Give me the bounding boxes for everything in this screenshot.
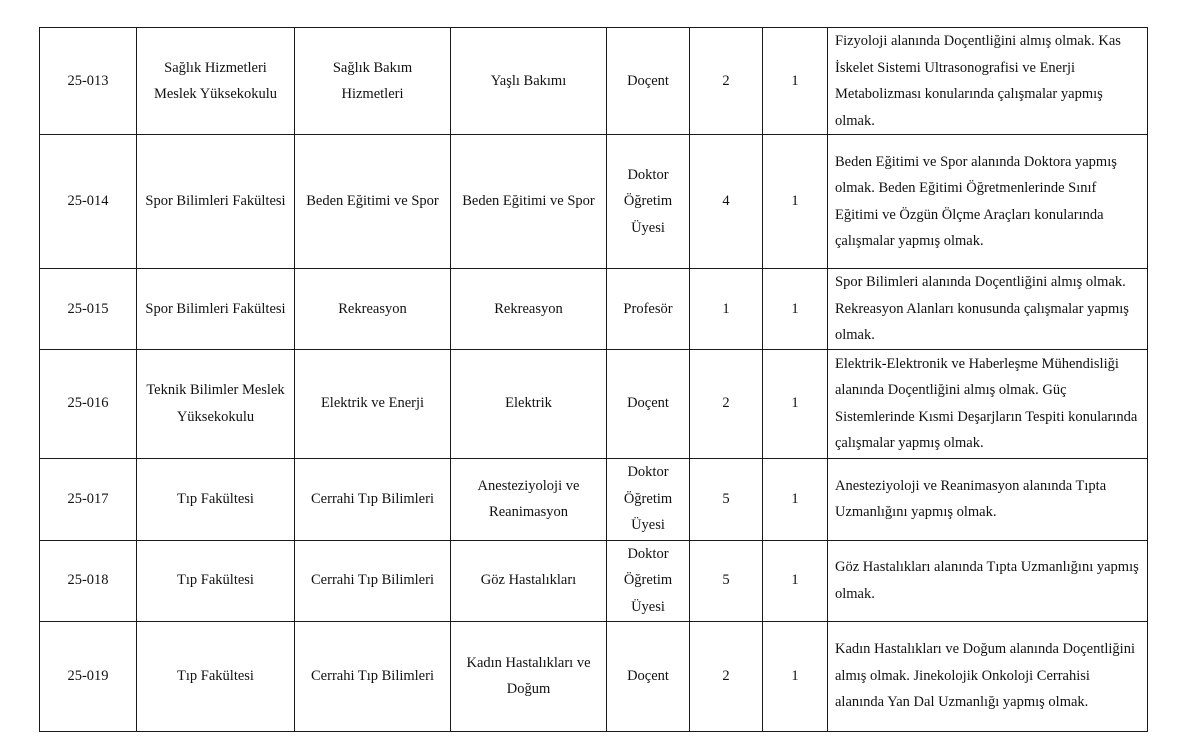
position-count: 1 xyxy=(763,269,828,350)
requirement-text: Fizyoloji alanında Doçentliğini almış olmak. Kas İskelet Sistemi Ultrasonografisi ve Enerji Metabolizması konularında çalışmalar yapmış olmak. xyxy=(828,28,1148,135)
position-code: 25-014 xyxy=(40,135,137,269)
academic-title: Doktor Öğretim Üyesi xyxy=(607,458,690,540)
department-name: Cerrahi Tıp Bilimleri xyxy=(295,540,451,621)
requirement-text: Spor Bilimleri alanında Doçentliğini almış olmak. Rekreasyon Alanları konusunda çalışmalar yapmış olmak. xyxy=(828,269,1148,350)
department-name: Cerrahi Tıp Bilimleri xyxy=(295,458,451,540)
program-name: Göz Hastalıkları xyxy=(451,540,607,621)
requirement-text: Kadın Hastalıkları ve Doğum alanında Doçentliğini almış olmak. Jinekolojik Onkoloji Cerrahisi alanında Yan Dal Uzmanlığı yapmış olmak. xyxy=(828,621,1148,731)
program-name: Anesteziyoloji ve Reanimasyon xyxy=(451,458,607,540)
academic-title: Doktor Öğretim Üyesi xyxy=(607,540,690,621)
program-name: Yaşlı Bakımı xyxy=(451,28,607,135)
department-name: Elektrik ve Enerji xyxy=(295,349,451,458)
position-code: 25-013 xyxy=(40,28,137,135)
position-count: 1 xyxy=(763,349,828,458)
academic-title: Doktor Öğretim Üyesi xyxy=(607,135,690,269)
program-name: Beden Eğitimi ve Spor xyxy=(451,135,607,269)
table-row xyxy=(40,458,1148,540)
academic-title: Doçent xyxy=(607,28,690,135)
unit-name: Tıp Fakültesi xyxy=(137,540,295,621)
table-row xyxy=(40,540,1148,621)
department-name: Cerrahi Tıp Bilimleri xyxy=(295,621,451,731)
unit-name: Sağlık Hizmetleri Meslek Yüksekokulu xyxy=(137,28,295,135)
rank-level: 2 xyxy=(690,349,763,458)
table-row xyxy=(40,349,1148,458)
academic-title: Doçent xyxy=(607,621,690,731)
rank-level: 5 xyxy=(690,458,763,540)
position-code: 25-015 xyxy=(40,269,137,350)
department-name: Beden Eğitimi ve Spor xyxy=(295,135,451,269)
program-name: Elektrik xyxy=(451,349,607,458)
academic-positions-table xyxy=(39,27,1148,732)
position-count: 1 xyxy=(763,135,828,269)
unit-name: Tıp Fakültesi xyxy=(137,621,295,731)
academic-title: Doçent xyxy=(607,349,690,458)
position-count: 1 xyxy=(763,540,828,621)
unit-name: Tıp Fakültesi xyxy=(137,458,295,540)
position-count: 1 xyxy=(763,28,828,135)
department-name: Rekreasyon xyxy=(295,269,451,350)
program-name: Rekreasyon xyxy=(451,269,607,350)
unit-name: Teknik Bilimler Meslek Yüksekokulu xyxy=(137,349,295,458)
rank-level: 2 xyxy=(690,621,763,731)
requirement-text: Elektrik-Elektronik ve Haberleşme Mühendisliği alanında Doçentliğini almış olmak. Güç Sistemlerinde Kısmi Deşarjların Tespiti konularında çalışmalar yapmış olmak. xyxy=(828,349,1148,458)
position-code: 25-018 xyxy=(40,540,137,621)
requirement-text: Beden Eğitimi ve Spor alanında Doktora yapmış olmak. Beden Eğitimi Öğretmenlerinde Sınıf Eğitimi ve Özgün Ölçme Araçları konularında çalışmalar yapmış olmak. xyxy=(828,135,1148,269)
requirement-text: Anesteziyoloji ve Reanimasyon alanında Tıpta Uzmanlığını yapmış olmak. xyxy=(828,458,1148,540)
program-name: Kadın Hastalıkları ve Doğum xyxy=(451,621,607,731)
unit-name: Spor Bilimleri Fakültesi xyxy=(137,269,295,350)
table-row xyxy=(40,621,1148,731)
academic-title: Profesör xyxy=(607,269,690,350)
position-count: 1 xyxy=(763,458,828,540)
rank-level: 1 xyxy=(690,269,763,350)
table-row xyxy=(40,135,1148,269)
requirement-text: Göz Hastalıkları alanında Tıpta Uzmanlığını yapmış olmak. xyxy=(828,540,1148,621)
position-code: 25-016 xyxy=(40,349,137,458)
table-row xyxy=(40,28,1148,135)
position-count: 1 xyxy=(763,621,828,731)
position-code: 25-017 xyxy=(40,458,137,540)
table-row xyxy=(40,269,1148,350)
rank-level: 2 xyxy=(690,28,763,135)
rank-level: 4 xyxy=(690,135,763,269)
rank-level: 5 xyxy=(690,540,763,621)
unit-name: Spor Bilimleri Fakültesi xyxy=(137,135,295,269)
position-code: 25-019 xyxy=(40,621,137,731)
department-name: Sağlık Bakım Hizmetleri xyxy=(295,28,451,135)
